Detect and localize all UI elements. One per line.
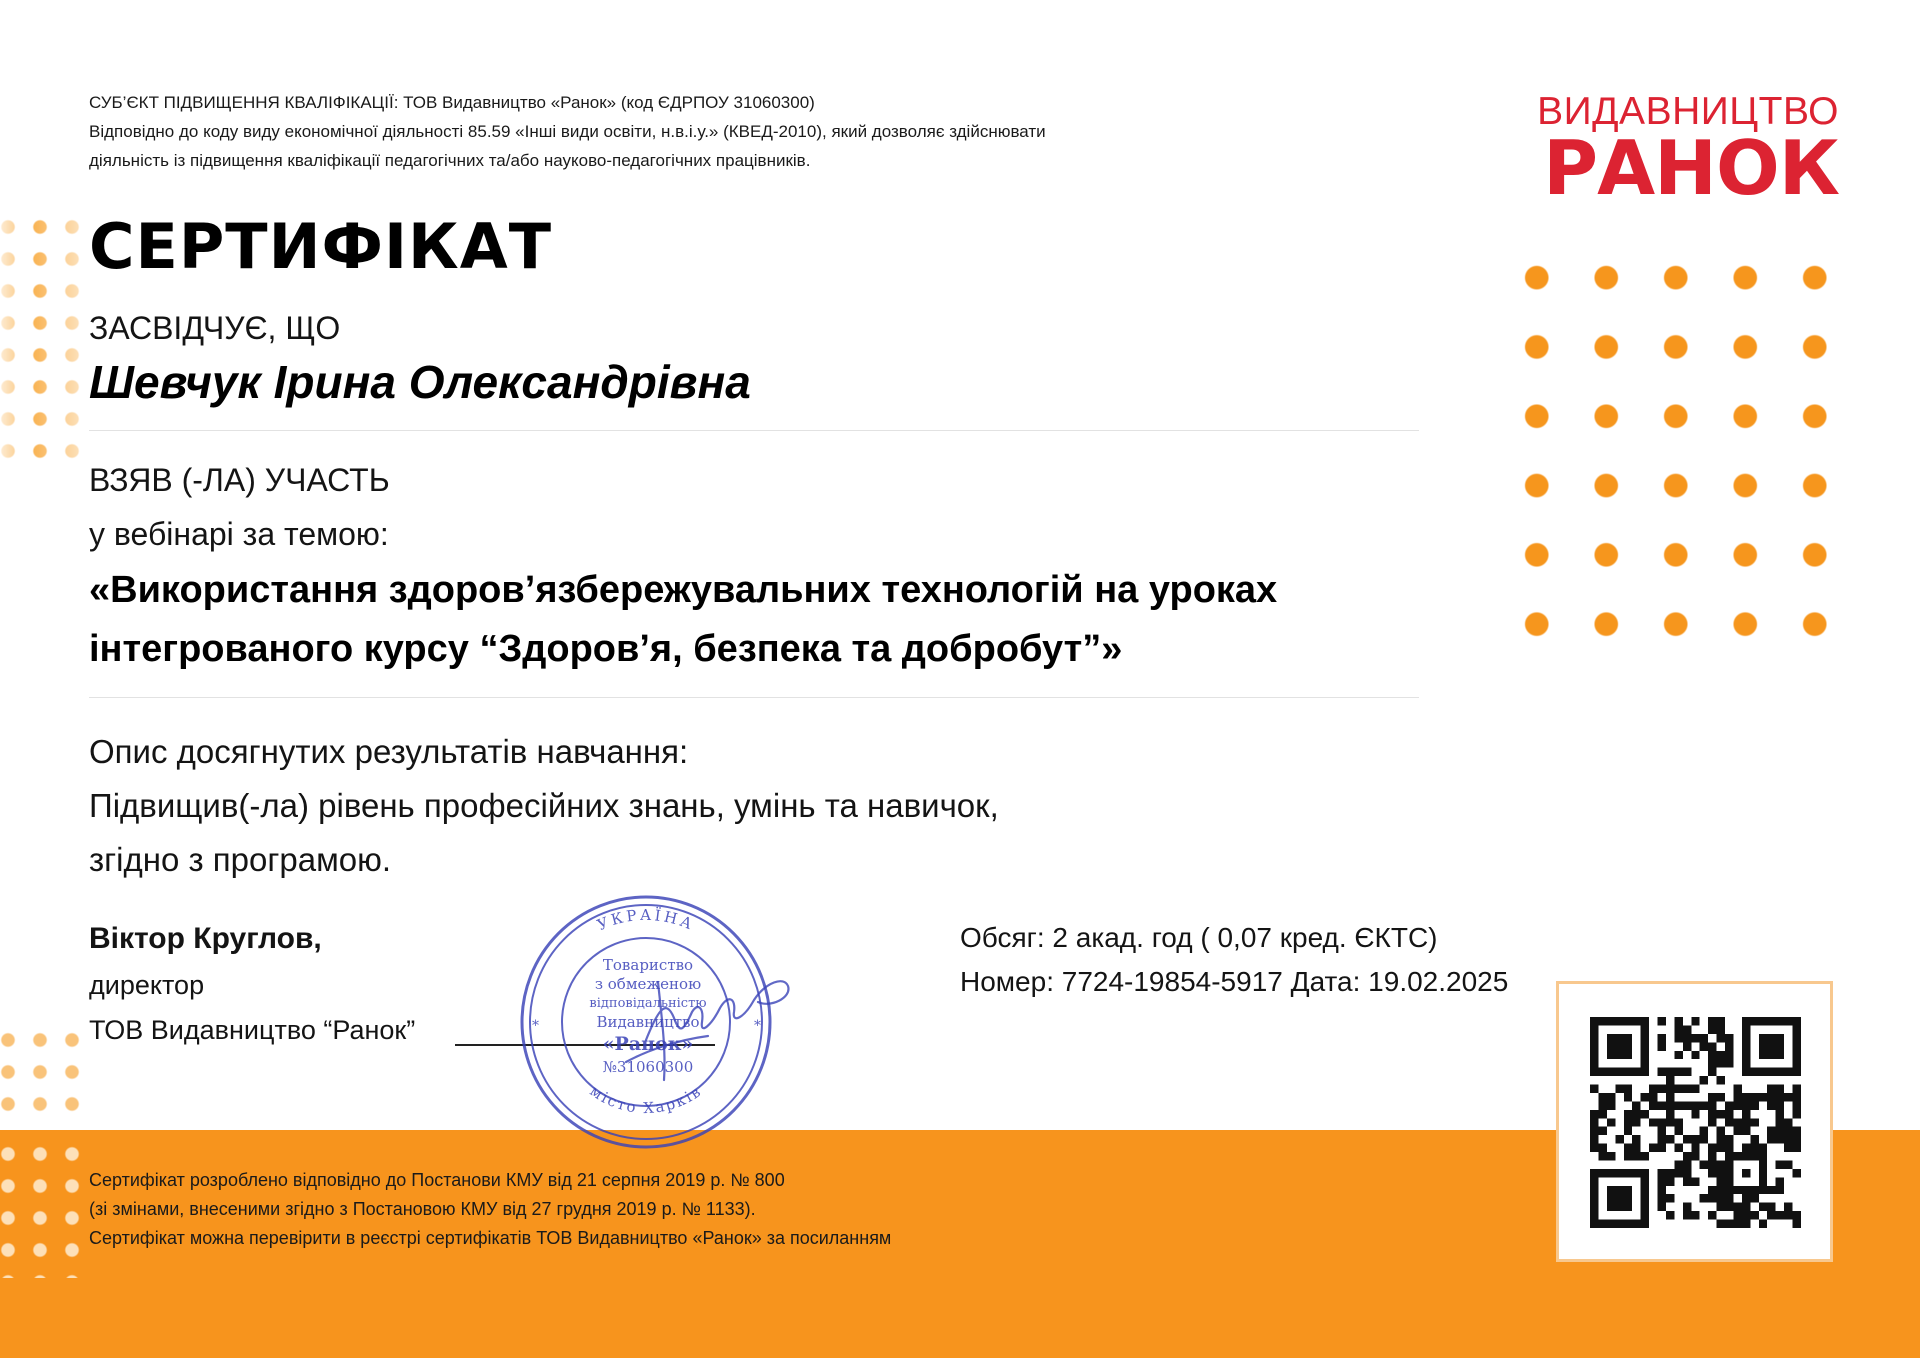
stamp-ring-top-text: УКРАЇНА: [594, 905, 698, 935]
signer-role: директор: [89, 970, 205, 1000]
header-line: діяльність із підвищення кваліфікації педагогічних та/або науково-педагогічних працівників.: [89, 151, 811, 170]
results-line: Опис досягнутих результатів навчання:: [89, 733, 689, 770]
divider: [89, 430, 1419, 431]
divider: [89, 697, 1419, 698]
footer-line: Сертифікат розроблено відповідно до Постанови КМУ від 21 серпня 2019 р. № 800: [89, 1170, 785, 1190]
stamp-ring-bottom-text: місто Харків: [586, 1081, 706, 1118]
decorative-dot-grid-left-middle: [0, 1024, 85, 1128]
topic-intro: у вебінарі за темою:: [89, 516, 389, 552]
webinar-topic: [89, 561, 1419, 679]
footer-line: Сертифікат можна перевірити в реєстрі сертифікатів ТОВ Видавництво «Ранок» за посиланням: [89, 1228, 892, 1248]
signer-organization: ТОВ Видавництво “Ранок”: [89, 1015, 416, 1045]
stamp-inner-line: Видавництво: [596, 1013, 700, 1031]
topic-line: інтегрованого курсу “Здоров’я, безпека та добробут”»: [89, 628, 1123, 670]
footer-line: (зі змінами, внесеними згідно з Постановою КМУ від 27 грудня 2019 р. № 1133).: [89, 1199, 756, 1219]
stamp-star: *: [532, 1018, 539, 1034]
results-line: Підвищив(-ла) рівень професійних знань, умінь та навичок,: [89, 787, 999, 824]
certificate-title: СЕРТИФІКАТ: [89, 210, 552, 283]
logo-bottom-text: РАНОК: [1543, 124, 1839, 212]
decorative-dot-grid-left-top: [0, 211, 85, 469]
course-volume: Обсяг: 2 акад. год ( 0,07 кред. ЄКТС): [960, 922, 1438, 953]
publisher-logo: [1537, 90, 1839, 212]
signer-name: Віктор Круглов,: [89, 922, 322, 955]
svg-text:місто Харків: [587, 1082, 706, 1117]
qr-code-icon: [1590, 1017, 1801, 1228]
certifies-label: ЗАСВІДЧУЄ, ЩО: [89, 310, 341, 346]
decorative-dot-grid-right: [1502, 243, 1848, 675]
stamp-inner-line: відповідальністю: [589, 996, 707, 1011]
header-line: СУБ’ЄКТ ПІДВИЩЕННЯ КВАЛІФІКАЦІЇ: ТОВ Видавництво «Ранок» (код ЄДРПОУ 31060300): [89, 93, 815, 112]
official-stamp: [508, 890, 808, 1160]
topic-line: «Використання здоров’язбережувальних технологій на уроках: [89, 569, 1278, 611]
participation-label: ВЗЯВ (-ЛА) УЧАСТЬ: [89, 462, 390, 498]
results-line: згідно з програмою.: [89, 841, 392, 878]
stamp-inner-line: з обмеженою: [594, 975, 702, 993]
footer-legal-text: [89, 1166, 891, 1253]
stamp-star: *: [754, 1018, 761, 1034]
learning-results: [89, 725, 999, 887]
logo-top-text: ВИДАВНИЦТВО: [1537, 90, 1839, 133]
header-legal-text: [89, 88, 1219, 175]
header-line: Відповідно до коду виду економічної діяльності 85.59 «Інші види освіти, н.в.і.у.» (КВЕД-2010), який дозволяє здійснювати: [89, 122, 1046, 141]
qr-code-frame: [1556, 981, 1833, 1262]
stamp-inner-line: «Ранок»: [602, 1033, 694, 1055]
stamp-inner-line: №31060300: [602, 1058, 694, 1076]
certificate-number-and-date: Номер: 7724-19854-5917 Дата: 19.02.2025: [960, 966, 1509, 997]
recipient-name: Шевчук Ірина Олександрівна: [89, 356, 751, 408]
stamp-inner-line: Товариство: [602, 956, 694, 974]
decorative-dot-grid-left-bottom: [0, 1138, 85, 1278]
